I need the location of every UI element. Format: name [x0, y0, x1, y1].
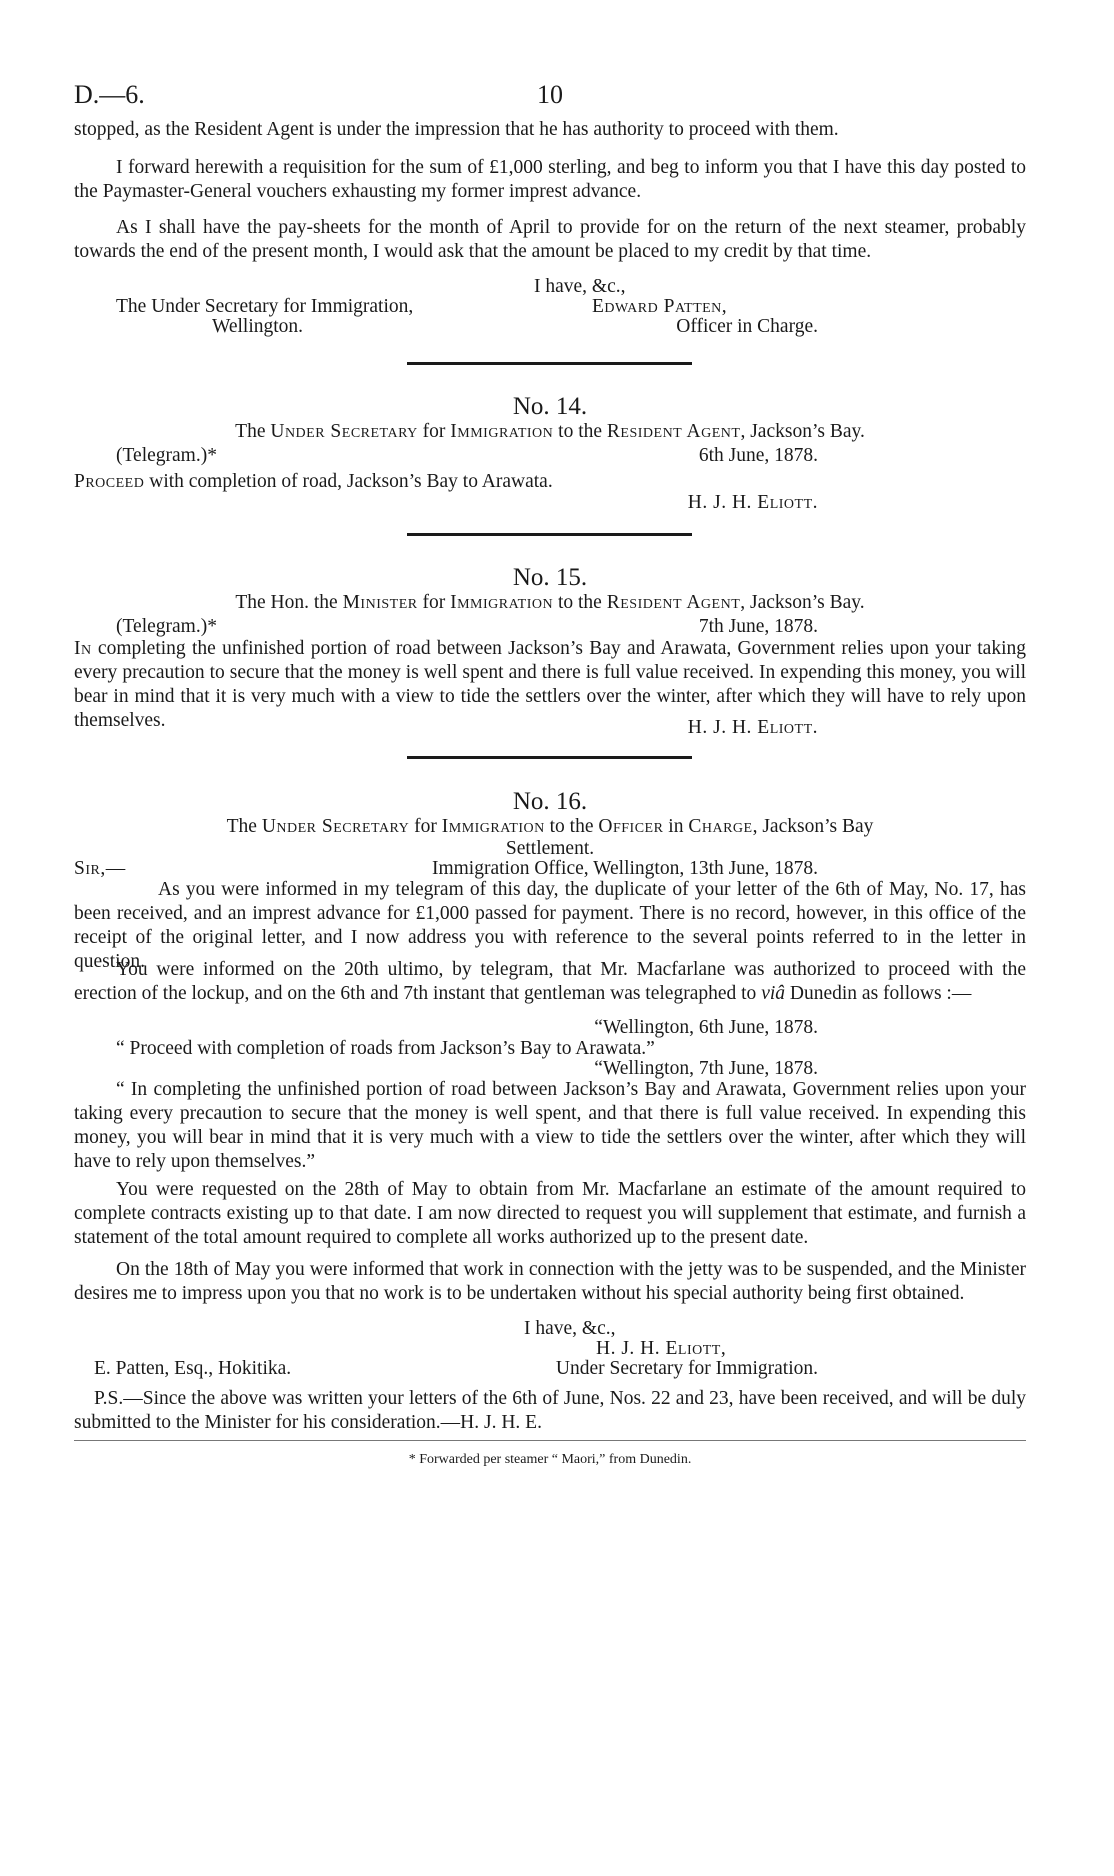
quoted-telegram: “ In completing the unfinished portion of road between Jackson’s Bay and Arawata, Government relies upon your taking every precaution to secure that the money is well spent, and that there is full value received. In expending this money, you will bear in mind that it is very much with a view to tide the settlers over the winter, after which they will have to rely upon themselves.”	[74, 1079, 1026, 1172]
telegram-body: In completing the unfinished portion of road between Jackson’s Bay and Arawata, Government relies upon your taking every precaution to secure that the money is well spent and there is full value received. In expending this money, you will bear in mind that it is very much with a view to tide the settlers over the winter, after which they will have to rely upon themselves.	[74, 638, 1026, 731]
postscript: P.S.—Since the above was written your letters of the 6th of June, Nos. 22 and 23, have been received, and will be duly submitted to the Minister for his consideration.—H. J. H. E.	[74, 1388, 1026, 1433]
signer-title: Under Secretary for Immigration.	[555, 1358, 818, 1379]
quote-date: “Wellington, 7th June, 1878.	[594, 1058, 818, 1079]
document-reference: D.—6.	[74, 80, 145, 109]
section-divider	[407, 362, 692, 365]
paragraph: You were requested on the 28th of May to obtain from Mr. Macfarlane an estimate of the amount required to complete contracts existing up to that date. I am now directed to request you will supplement that estimate, and furnish a statement of the total amount required to complete all works authorized up to the present date.	[74, 1179, 1026, 1248]
document-page	[74, 0, 1026, 1876]
section-heading: The Hon. the Minister for Immigration to the Resident Agent, Jackson’s Bay.	[235, 592, 865, 613]
addressee: E. Patten, Esq., Hokitika.	[94, 1358, 292, 1379]
closing: I have, &c.,	[534, 276, 626, 297]
place-date: Immigration Office, Wellington, 13th June, 1878.	[431, 858, 818, 879]
signer: H. J. H. Eliott.	[687, 717, 818, 738]
quote-date: “Wellington, 6th June, 1878.	[594, 1017, 818, 1038]
closing: I have, &c.,	[524, 1318, 616, 1339]
page-number: 10	[537, 80, 563, 109]
signer: H. J. H. Eliott,	[596, 1338, 727, 1359]
telegram-body: Proceed with completion of road, Jackson’s Bay to Arawata.	[74, 471, 553, 492]
paragraph: stopped, as the Resident Agent is under the impression that he has authority to proceed with them.	[74, 119, 839, 140]
signer-title: Officer in Charge.	[676, 316, 818, 337]
addressee-line-1: The Under Secretary for Immigration,	[116, 296, 414, 317]
paragraph: I forward herewith a requisition for the sum of £1,000 sterling, and beg to inform you that I have this day posted to the Paymaster-General vouchers exhausting my former imprest advance.	[74, 157, 1026, 202]
footnote: * Forwarded per steamer “ Maori,” from Dunedin.	[408, 1452, 692, 1467]
salutation: Sir,—	[74, 858, 126, 879]
paragraph: On the 18th of May you were informed that work in connection with the jetty was to be suspended, and the Minister desires me to impress upon you that no work is to be undertaken without his special authority being first obtained.	[74, 1259, 1026, 1304]
section-number: No. 15.	[512, 564, 588, 591]
signer: H. J. H. Eliott.	[687, 492, 818, 513]
section-heading-continued: Settlement.	[505, 838, 595, 859]
section-number: No. 14.	[512, 393, 588, 420]
section-divider	[407, 756, 692, 759]
footnote-rule	[74, 1440, 1026, 1441]
signer: Edward Patten,	[592, 296, 728, 317]
section-heading: The Under Secretary for Immigration to the Resident Agent, Jackson’s Bay.	[235, 421, 865, 442]
paragraph: As I shall have the pay-sheets for the month of April to provide for on the return of the next steamer, probably towards the end of the present month, I would ask that the amount be placed to my credit by that time.	[74, 217, 1026, 262]
telegram-label: (Telegram.)*	[116, 616, 217, 637]
telegram-date: 7th June, 1878.	[698, 616, 818, 637]
section-divider	[407, 533, 692, 536]
quoted-telegram: “ Proceed with completion of roads from Jackson’s Bay to Arawata.”	[116, 1038, 655, 1059]
section-number: No. 16.	[512, 788, 588, 815]
paragraph: As you were informed in my telegram of this day, the duplicate of your letter of the 6th of May, No. 17, has been received, and an imprest advance for £1,000 passed for payment. There is no record, however, in this office of the receipt of the original letter, and I now address you with reference to the several points referred to in the letter in question.	[74, 879, 1026, 972]
telegram-date: 6th June, 1878.	[698, 445, 818, 466]
telegram-label: (Telegram.)*	[116, 445, 217, 466]
paragraph: You were informed on the 20th ultimo, by telegram, that Mr. Macfarlane was authorized to proceed with the erection of the lockup, and on the 6th and 7th instant that gentleman was telegraphed to viâ Dunedin as follows :—	[74, 959, 1026, 1004]
addressee-line-2: Wellington.	[212, 316, 304, 337]
section-heading: The Under Secretary for Immigration to the Officer in Charge, Jackson’s Bay	[226, 816, 874, 837]
